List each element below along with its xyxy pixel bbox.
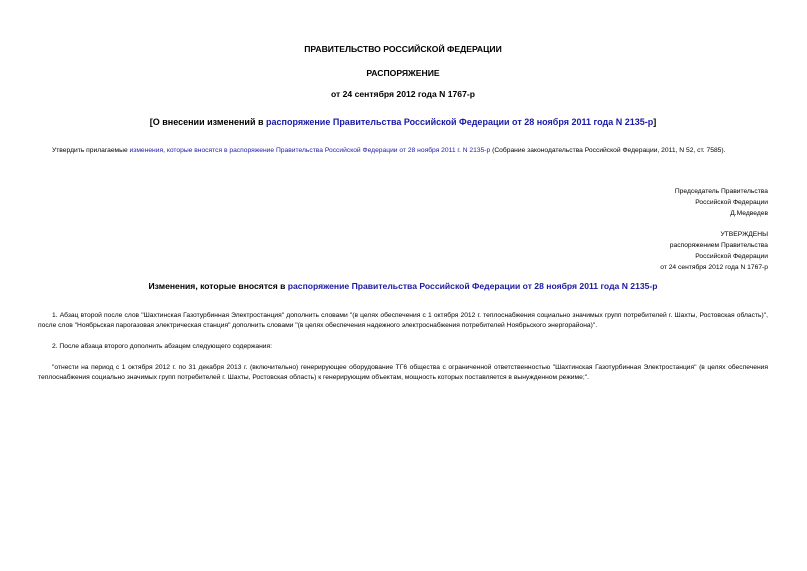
document-type-heading: РАСПОРЯЖЕНИЕ [366,68,440,78]
paragraph1-suffix: (Собрание законодательства Российской Федерации, 2011, N 52, ст. 7585). [490,147,726,154]
approved-line-2: распоряжением Правительства [669,242,768,249]
approved-line-1: УТВЕРЖДЕНЫ [720,231,768,238]
government-heading: ПРАВИТЕЛЬСТВО РОССИЙСКОЙ ФЕДЕРАЦИИ [304,44,502,54]
changes-link[interactable]: изменения, которые вносятся в распоряжение Правительства Российской Федерации от 28 ноября 2011 г. N 2135-р [129,147,491,154]
paragraph1-prefix: Утвердить прилагаемые [52,147,130,154]
approved-line-3: Российской Федерации [695,253,768,260]
signature-block [675,186,768,219]
item-2: 2. После абзаца второго дополнить абзацем следующего содержания: [52,343,272,350]
changes-title [38,281,768,291]
changes-title-prefix: Изменения, которые вносятся в [148,281,288,291]
changes-title-link[interactable]: распоряжение Правительства Российской Федерации от 28 ноября 2011 года N 2135-р [287,281,658,291]
title-suffix: ] [653,117,657,127]
document-title [38,117,768,127]
date-number-heading: от 24 сентября 2012 года N 1767-р [331,89,475,99]
signature-line-3: Д.Медведев [730,210,768,217]
approved-line-4: от 24 сентября 2012 года N 1767-р [660,264,768,271]
title-prefix: [О внесении изменений в [149,117,267,127]
title-link[interactable]: распоряжение Правительства Российской Федерации от 28 ноября 2011 года N 2135-р [266,117,654,127]
signature-line-1: Председатель Правительства [674,188,768,195]
item-1: 1. Абзац второй после слов "Шахтинская Газотурбинная Электростанция" дополнить словами "(в целях обеспечения с 1 октября 2012 г. теплоснабжения социально значимых групп потребителей г. Шахты, Ростовская область)", после слов "Ноябрьская парогазовая электрическая станция" дополнить словами "(в целях обеспечения надежного электроснабжения потребителей Ноябрьского энергорайона)". [38,312,768,329]
signature-line-2: Российской Федерации [695,199,768,206]
paragraph-approve [38,146,768,156]
approved-block [660,229,768,273]
item-2-quote: "отнести на период с 1 октября 2012 г. по 31 декабря 2013 г. (включительно) генерирующее оборудование ТГ6 общества с ограниченной ответственностью "Шахтинская Газотурбинная Электростанция" (в целях обеспечения теплоснабжения социально значимых групп потребителей г. Шахты, Ростовская область) к генерирующим объектам, мощность которых поставляется в вынужденном режиме;". [38,364,768,381]
